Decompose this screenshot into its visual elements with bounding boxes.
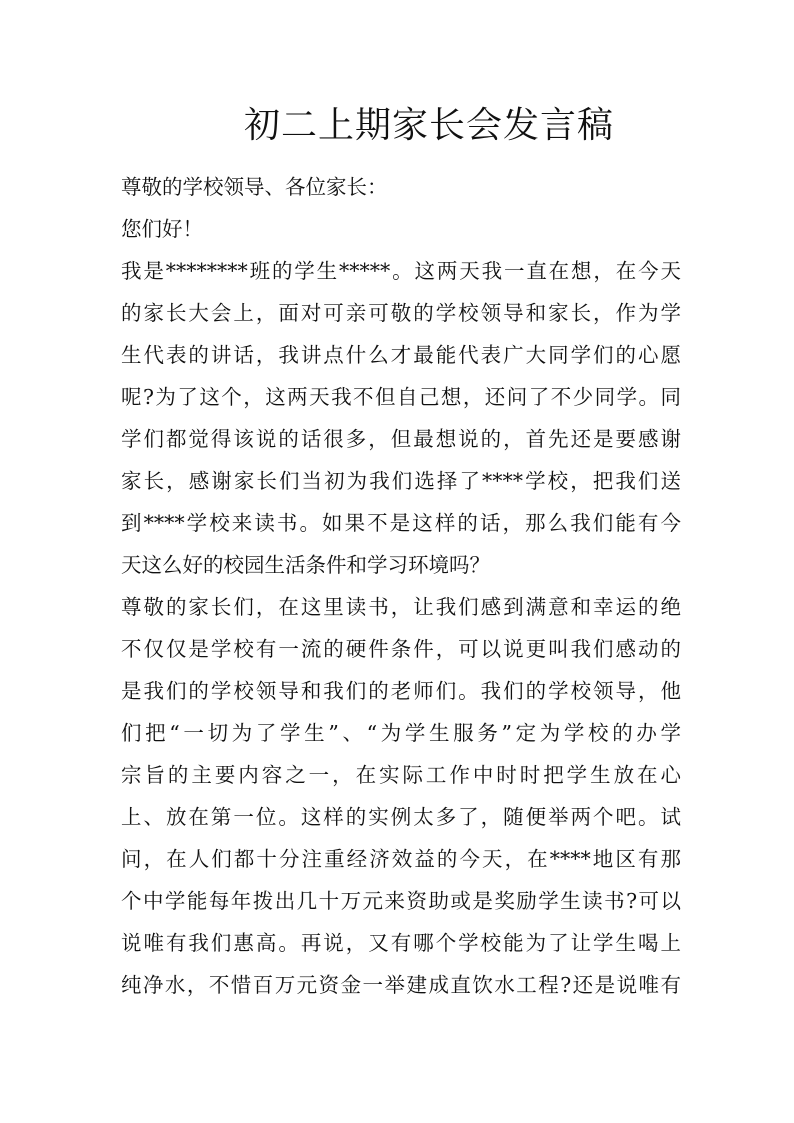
document-title: 初二上期家长会发言稿 xyxy=(243,105,614,146)
text-line: 的家长大会上，面对可亲可敬的学校领导和家长，作为学 xyxy=(121,301,681,325)
greeting-line: 您们好！ xyxy=(121,217,203,241)
text-line: 天这么好的校园生活条件和学习环境吗？ xyxy=(121,553,490,577)
text-line: 我是********班的学生*****。这两天我一直在想，在今天 xyxy=(121,259,681,283)
text-line: 个中学能每年拨出几十万元来资助或是奖励学生读书?可以 xyxy=(121,889,681,913)
text-line: 到****学校来读书。如果不是这样的话，那么我们能有今 xyxy=(121,511,681,535)
text-line: 纯净水，不惜百万元资金一举建成直饮水工程?还是说唯有 xyxy=(121,973,681,997)
text-line: 不仅仅是学校有一流的硬件条件，可以说更叫我们感动的 xyxy=(121,637,681,661)
salutation-line: 尊敬的学校领导、各位家长： xyxy=(121,175,388,199)
text-line: 尊敬的家长们，在这里读书，让我们感到满意和幸运的绝 xyxy=(121,595,681,619)
text-line: 呢?为了这个，这两天我不但自己想，还问了不少同学。同 xyxy=(121,385,681,409)
text-line: 家长，感谢家长们当初为我们选择了****学校，把我们送 xyxy=(121,469,681,493)
text-line: 学们都觉得该说的话很多，但最想说的，首先还是要感谢 xyxy=(121,427,681,451)
document-body xyxy=(121,166,681,1006)
text-line: 宗旨的主要内容之一，在实际工作中时时把学生放在心 xyxy=(121,763,681,787)
text-line: 说唯有我们惠高。再说，又有哪个学校能为了让学生喝上 xyxy=(121,931,681,955)
text-line: 问，在人们都十分注重经济效益的今天，在****地区有那 xyxy=(121,847,681,871)
text-line: 是我们的学校领导和我们的老师们。我们的学校领导，他 xyxy=(121,679,681,703)
text-line: 们把“一切为了学生”、“为学生服务”定为学校的办学 xyxy=(121,721,681,745)
text-line: 上、放在第一位。这样的实例太多了，随便举两个吧。试 xyxy=(121,805,681,829)
text-line: 生代表的讲话，我讲点什么才最能代表广大同学们的心愿 xyxy=(121,343,681,367)
